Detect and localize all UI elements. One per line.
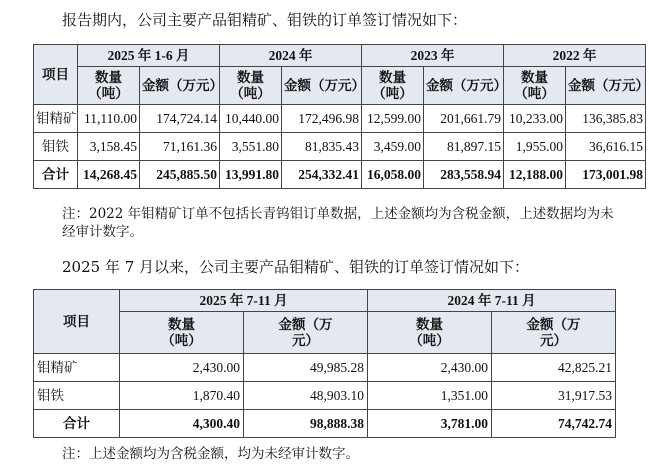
cell: 283,558.94 — [424, 161, 504, 189]
table-row-total — [34, 161, 646, 189]
amount-header: 金额（万元） — [492, 312, 616, 354]
table-row — [34, 105, 646, 133]
period-header: 2024 年 — [220, 45, 362, 67]
cell: 98,888.38 — [244, 410, 368, 438]
cell: 1,955.00 — [504, 133, 566, 161]
cell: 13,991.80 — [220, 161, 282, 189]
period-header: 2025 年 1-6 月 — [78, 45, 220, 67]
cell: 4,300.40 — [120, 410, 244, 438]
qty-header: 数量（吨） — [504, 67, 566, 105]
row-label: 合计 — [34, 161, 78, 189]
cell: 3,459.00 — [362, 133, 424, 161]
cell: 16,058.00 — [362, 161, 424, 189]
cell: 36,616.15 — [566, 133, 646, 161]
row-label: 钼铁 — [34, 133, 78, 161]
cell: 81,897.15 — [424, 133, 504, 161]
qty-header: 数量（吨） — [120, 312, 244, 354]
cell: 42,825.21 — [492, 354, 616, 382]
table-row — [34, 354, 616, 382]
cell: 11,110.00 — [78, 105, 140, 133]
intro-paragraph-1: 报告期内，公司主要产品钼精矿、钼铁的订单签订情况如下： — [62, 11, 468, 29]
cell: 1,351.00 — [368, 382, 492, 410]
item-header: 项目 — [34, 290, 120, 354]
period-header: 2025 年 7-11 月 — [120, 290, 368, 312]
cell: 74,742.74 — [492, 410, 616, 438]
qty-header: 数量（吨） — [78, 67, 140, 105]
amount-header: 金额（万元） — [424, 67, 504, 105]
cell: 81,835.43 — [282, 133, 362, 161]
cell: 136,385.83 — [566, 105, 646, 133]
amount-header: 金额（万元） — [282, 67, 362, 105]
cell: 172,496.98 — [282, 105, 362, 133]
table-note-1: 注：2022 年钼精矿订单不包括长青钨钼订单数据，上述金额均为含税金额，上述数据均为未经审计数字。 — [62, 206, 614, 240]
cell: 173,001.98 — [566, 161, 646, 189]
qty-header: 数量（吨） — [362, 67, 424, 105]
cell: 3,551.80 — [220, 133, 282, 161]
orders-table-jul-nov — [33, 289, 616, 438]
row-label: 合计 — [34, 410, 120, 438]
cell: 3,781.00 — [368, 410, 492, 438]
orders-table-2022-2025h1 — [33, 44, 649, 189]
cell: 10,440.00 — [220, 105, 282, 133]
table-row — [34, 382, 616, 410]
cell: 31,917.53 — [492, 382, 616, 410]
amount-header: 金额（万元） — [244, 312, 368, 354]
qty-header: 数量（吨） — [220, 67, 282, 105]
row-label: 钼铁 — [34, 382, 120, 410]
cell: 3,158.45 — [78, 133, 140, 161]
cell: 2,430.00 — [120, 354, 244, 382]
qty-header: 数量（吨） — [368, 312, 492, 354]
cell: 245,885.50 — [140, 161, 220, 189]
cell: 48,903.10 — [244, 382, 368, 410]
cell: 71,161.36 — [140, 133, 220, 161]
intro-paragraph-2: 2025 年 7 月以来，公司主要产品钼精矿、钼铁的订单签订情况如下： — [62, 258, 530, 276]
cell: 254,332.41 — [282, 161, 362, 189]
cell: 14,268.45 — [78, 161, 140, 189]
row-label: 钼精矿 — [34, 105, 78, 133]
cell: 12,599.00 — [362, 105, 424, 133]
cell: 201,661.79 — [424, 105, 504, 133]
table-row-total — [34, 410, 616, 438]
cell: 12,188.00 — [504, 161, 566, 189]
table-row — [34, 133, 646, 161]
amount-header: 金额（万元） — [140, 67, 220, 105]
period-header: 2022 年 — [504, 45, 646, 67]
table-note-2: 注：上述金额均为含税金额，均为未经审计数字。 — [62, 446, 359, 462]
period-header: 2023 年 — [362, 45, 504, 67]
cell: 10,233.00 — [504, 105, 566, 133]
period-header: 2024 年 7-11 月 — [368, 290, 616, 312]
item-header: 项目 — [34, 45, 78, 105]
cell: 174,724.14 — [140, 105, 220, 133]
amount-header: 金额（万元） — [566, 67, 646, 105]
cell: 1,870.40 — [120, 382, 244, 410]
cell: 2,430.00 — [368, 354, 492, 382]
cell: 49,985.28 — [244, 354, 368, 382]
row-label: 钼精矿 — [34, 354, 120, 382]
